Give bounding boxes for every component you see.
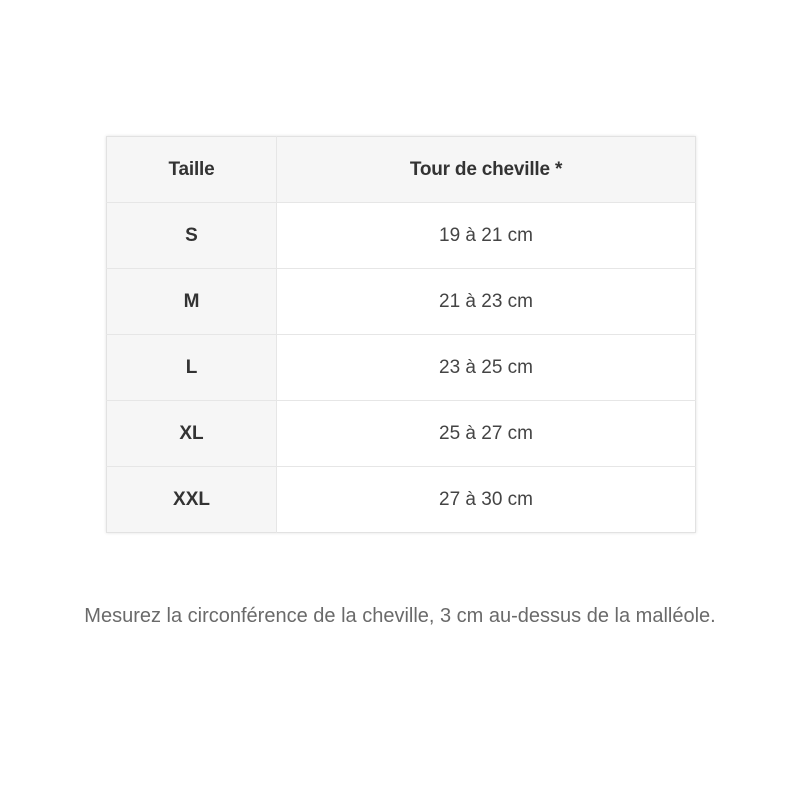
table-row	[107, 467, 696, 533]
ankle-range: 25 à 27 cm	[277, 401, 696, 467]
size-label: S	[107, 203, 277, 269]
table-header-row	[107, 137, 696, 203]
ankle-range: 23 à 25 cm	[277, 335, 696, 401]
size-chart-table	[106, 136, 696, 533]
ankle-range: 21 à 23 cm	[277, 269, 696, 335]
size-label: M	[107, 269, 277, 335]
header-size: Taille	[107, 137, 277, 203]
size-label: XL	[107, 401, 277, 467]
table-row	[107, 269, 696, 335]
ankle-range: 27 à 30 cm	[277, 467, 696, 533]
measurement-instruction: Mesurez la circonférence de la cheville, 3 cm au-dessus de la malléole.	[84, 605, 716, 627]
table-row	[107, 203, 696, 269]
size-label: L	[107, 335, 277, 401]
header-ankle-circumference: Tour de cheville *	[277, 137, 696, 203]
table-row	[107, 335, 696, 401]
table-row	[107, 401, 696, 467]
size-label: XXL	[107, 467, 277, 533]
ankle-range: 19 à 21 cm	[277, 203, 696, 269]
